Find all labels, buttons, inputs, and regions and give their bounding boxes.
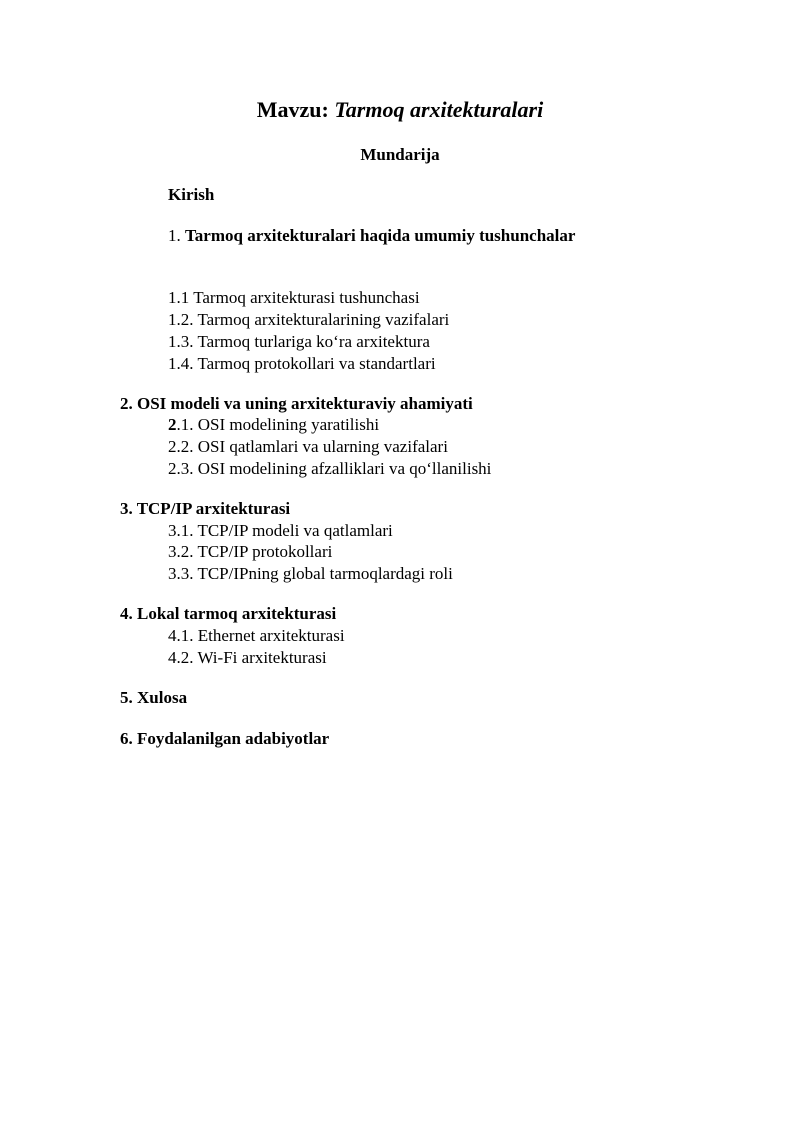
title-topic: Tarmoq arxitekturalari [334, 97, 544, 122]
toc-section6-heading: 6. Foydalanilgan adabiyotlar [120, 729, 330, 748]
toc-item-4-1: 4.1. Ethernet arxitekturasi [168, 626, 345, 645]
page-title [0, 94, 800, 126]
toc-intro: Kirish [168, 185, 215, 204]
toc-item-1-2: 1.2. Tarmoq arxitekturalarining vazifalari [168, 310, 450, 329]
toc-item-1-3: 1.3. Tarmoq turlariga ko‘ra arxitektura [168, 332, 430, 351]
toc-section2-heading: 2. OSI modeli va uning arxitekturaviy ahamiyati [120, 394, 473, 413]
toc-item-2-2: 2.2. OSI qatlamlari va ularning vazifalari [168, 437, 448, 456]
toc-item-2-3: 2.3. OSI modelining afzalliklari va qo‘llanilishi [168, 459, 492, 478]
title-prefix: Mavzu: [256, 97, 329, 122]
toc-item-1-4: 1.4. Tarmoq protokollari va standartlari [168, 354, 436, 373]
toc-item-2-1 [168, 414, 379, 436]
toc-section5-heading: 5. Xulosa [120, 688, 188, 707]
item-2-1-text: .1. OSI modelining yaratilishi [176, 415, 380, 434]
contents-heading: Mundarija [360, 145, 440, 164]
toc-item-3-2: 3.2. TCP/IP protokollari [168, 542, 333, 561]
toc-item-1-1: 1.1 Tarmoq arxitekturasi tushunchasi [168, 288, 420, 307]
toc-section3-heading: 3. TCP/IP arxitekturasi [120, 499, 291, 518]
toc-section4-heading: 4. Lokal tarmoq arxitekturasi [120, 604, 337, 623]
item-2-1-number: 2 [168, 415, 177, 434]
section1-number: 1. [168, 226, 181, 245]
toc-item-3-1: 3.1. TCP/IP modeli va qatlamlari [168, 521, 393, 540]
toc-item-4-2: 4.2. Wi-Fi arxitekturasi [168, 648, 327, 667]
toc-section1-heading [168, 225, 575, 247]
section1-title: Tarmoq arxitekturalari haqida umumiy tushunchalar [185, 226, 576, 245]
toc-item-3-3: 3.3. TCP/IPning global tarmoqlardagi roli [168, 564, 453, 583]
